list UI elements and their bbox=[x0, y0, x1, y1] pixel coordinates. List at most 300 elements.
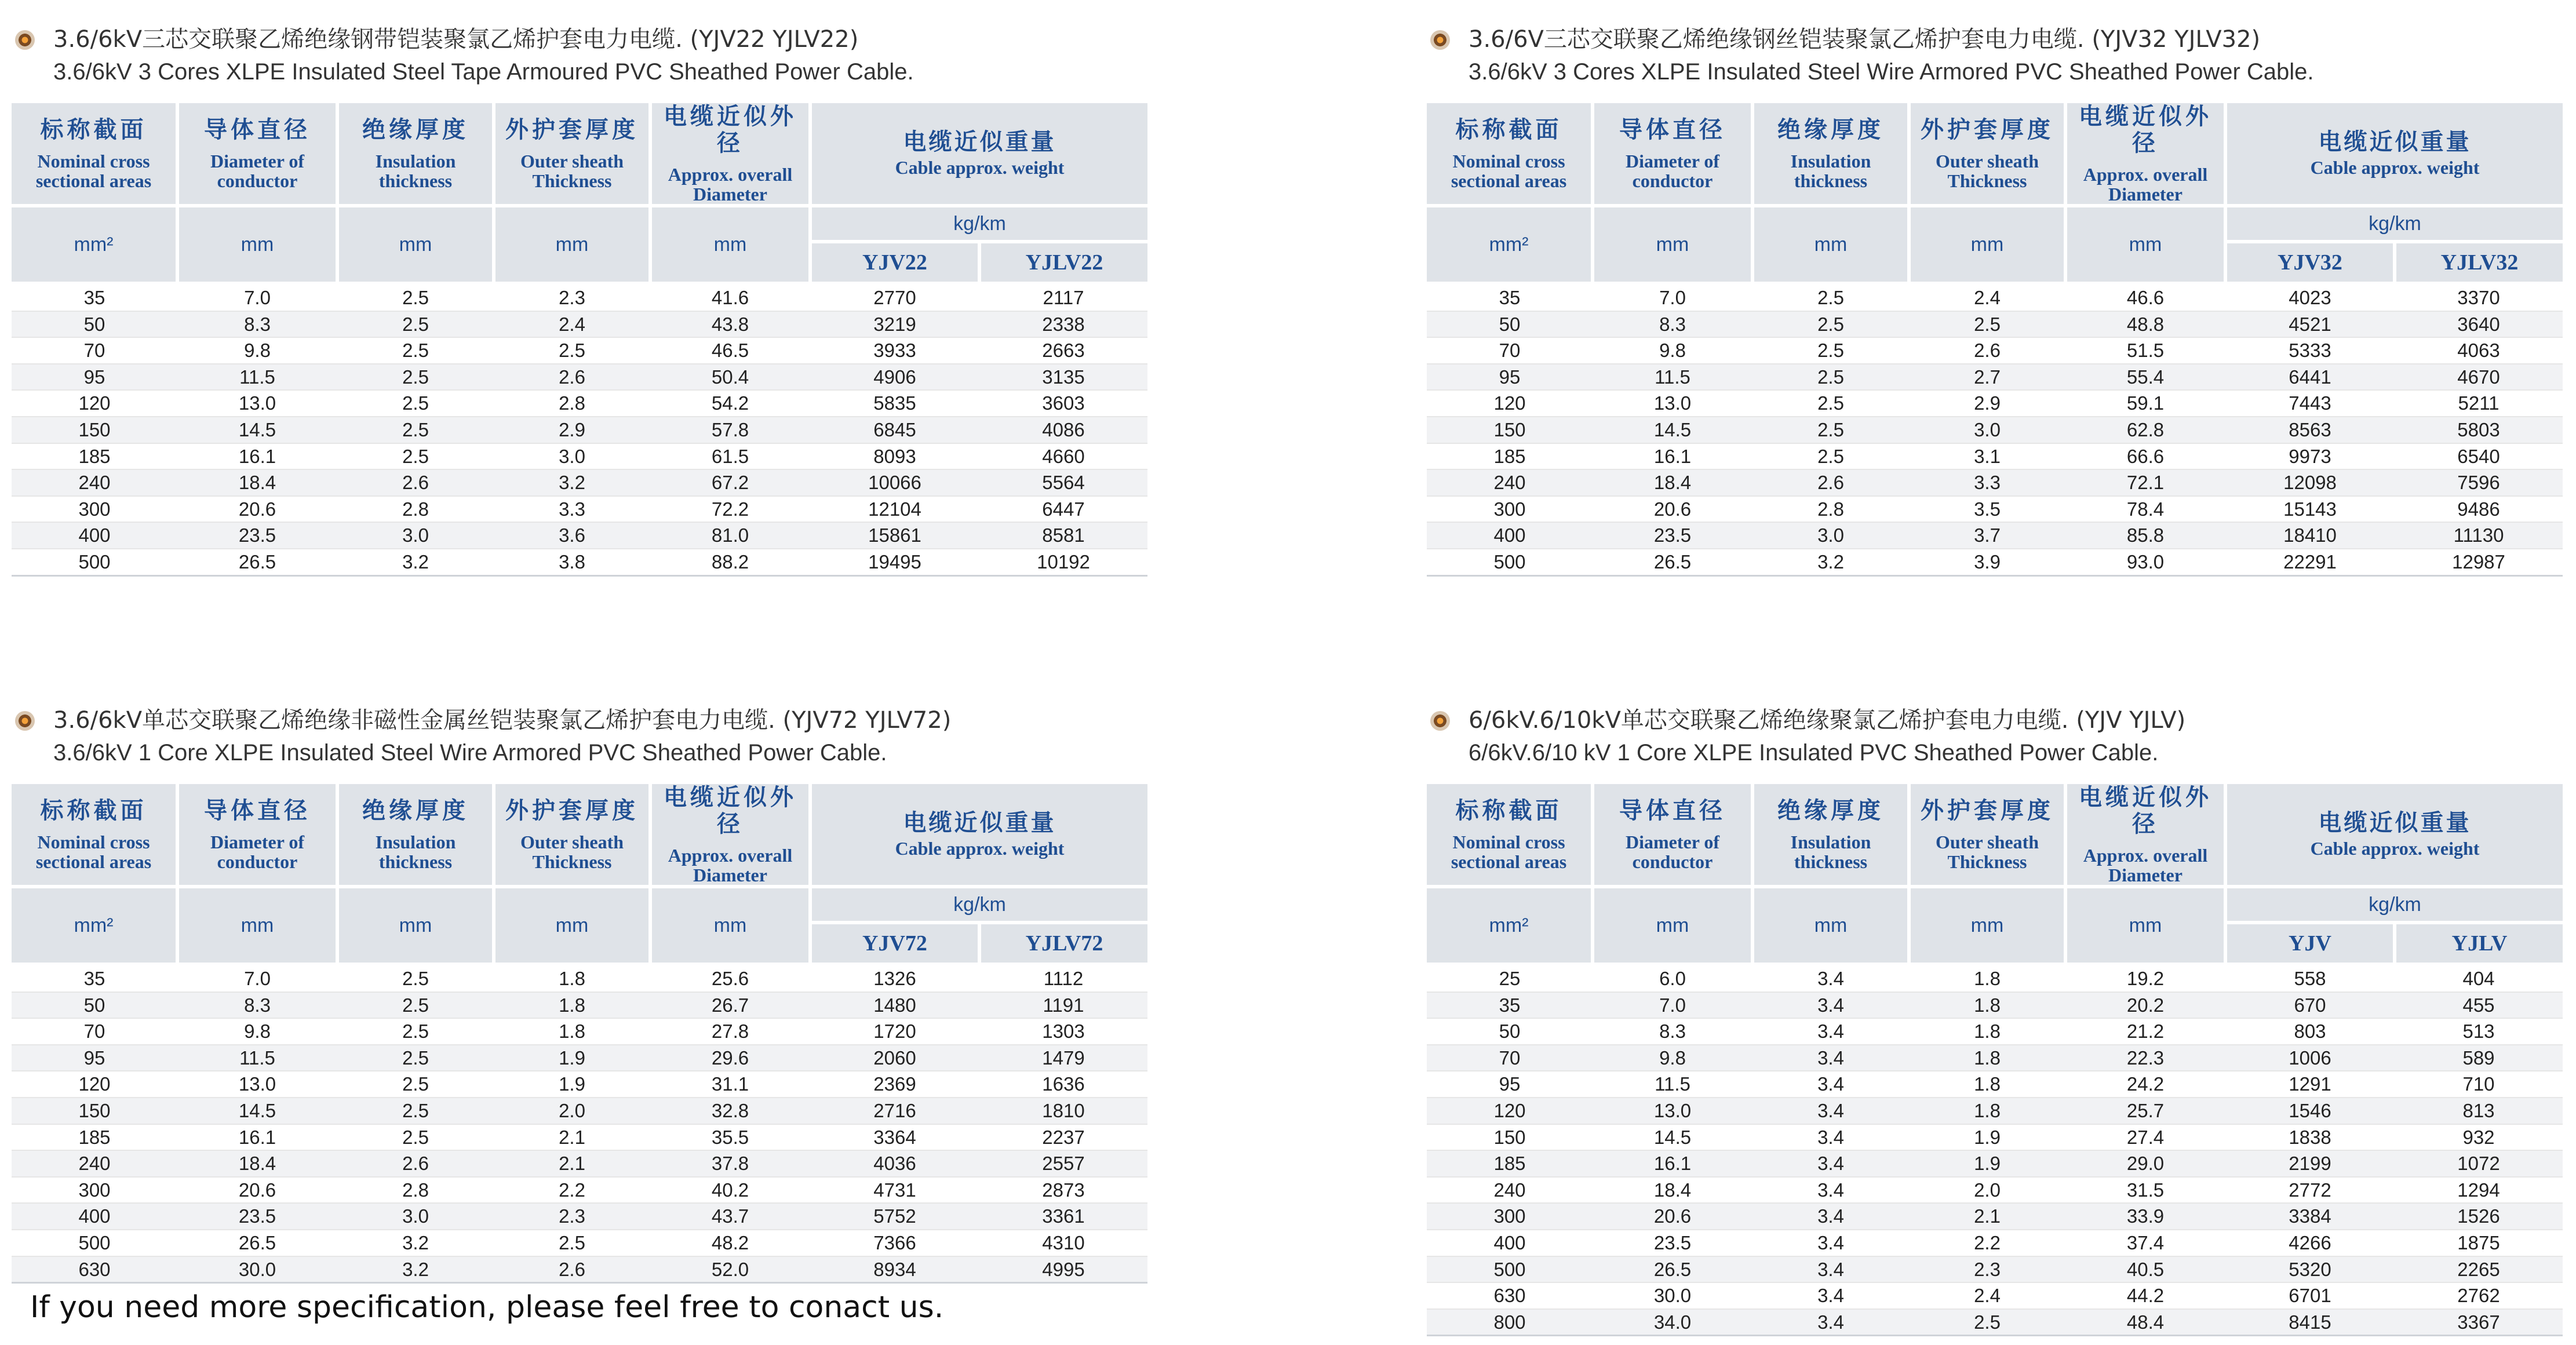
model-2: YJLV22 bbox=[979, 242, 1147, 283]
table-cell: 1838 bbox=[2225, 1124, 2395, 1151]
table-cell: 70 bbox=[1427, 1045, 1593, 1071]
header-diameter: 导体直径 Diameter of conductor bbox=[177, 784, 337, 887]
table-cell: 1.9 bbox=[494, 1071, 650, 1098]
title-english: 6/6kV.6/10 kV 1 Core XLPE Insulated PVC Sheathed Power Cable. bbox=[1469, 740, 2159, 766]
table-cell: 4906 bbox=[810, 364, 979, 391]
table-cell: 26.5 bbox=[177, 549, 337, 575]
table-cell: 2.5 bbox=[337, 311, 494, 338]
model-2: YJLV bbox=[2395, 923, 2563, 964]
table-cell: 2.2 bbox=[1909, 1230, 2065, 1256]
table-cell: 21.2 bbox=[2065, 1018, 2225, 1045]
table-cell: 44.2 bbox=[2065, 1282, 2225, 1309]
table-cell: 20.6 bbox=[1593, 1203, 1752, 1230]
table-cell: 2237 bbox=[979, 1124, 1147, 1151]
table-cell: 2.1 bbox=[494, 1124, 650, 1151]
table-cell: 8.3 bbox=[1593, 311, 1752, 338]
table-cell: 50.4 bbox=[650, 364, 810, 391]
table-cell: 1.8 bbox=[1909, 1018, 2065, 1045]
table-cell: 9.8 bbox=[1593, 1045, 1752, 1071]
unit-area: mm² bbox=[1427, 887, 1593, 964]
table-cell: 3603 bbox=[979, 390, 1147, 417]
table-cell: 23.5 bbox=[1593, 1230, 1752, 1256]
table-cell: 7443 bbox=[2225, 390, 2395, 417]
table-cell: 6.0 bbox=[1593, 964, 1752, 992]
table-cell: 2.5 bbox=[337, 417, 494, 443]
table-cell: 150 bbox=[1427, 1124, 1593, 1151]
table-cell: 95 bbox=[1427, 364, 1593, 391]
table-cell: 2.5 bbox=[494, 1230, 650, 1256]
table-row bbox=[1427, 1282, 2563, 1309]
table-cell: 8093 bbox=[810, 443, 979, 470]
table-cell: 6701 bbox=[2225, 1282, 2395, 1309]
table-row bbox=[1427, 1177, 2563, 1204]
table-cell: 4660 bbox=[979, 443, 1147, 470]
table-cell: 59.1 bbox=[2065, 390, 2225, 417]
table-cell: 3.3 bbox=[494, 496, 650, 523]
table-cell: 3.4 bbox=[1752, 1177, 1909, 1204]
table-cell: 14.5 bbox=[1593, 1124, 1752, 1151]
table-cell: 3.0 bbox=[337, 522, 494, 549]
table-cell: 589 bbox=[2395, 1045, 2563, 1071]
table-cell: 1.9 bbox=[494, 1045, 650, 1071]
table-cell: 300 bbox=[1427, 496, 1593, 523]
unit-insulation: mm bbox=[337, 206, 494, 283]
table-cell: 558 bbox=[2225, 964, 2395, 992]
unit-area: mm² bbox=[12, 206, 177, 283]
table-cell: 4063 bbox=[2395, 337, 2563, 364]
table-cell: 4521 bbox=[2225, 311, 2395, 338]
table-section bbox=[12, 704, 1147, 1284]
table-cell: 13.0 bbox=[1593, 390, 1752, 417]
table-cell: 2.5 bbox=[337, 1124, 494, 1151]
title-chinese: 3.6/6kV单芯交联聚乙烯绝缘非磁性金属丝铠装聚氯乙烯护套电力电缆. (YJV72 YJLV72) bbox=[53, 707, 952, 734]
table-cell: 48.2 bbox=[650, 1230, 810, 1256]
table-cell: 300 bbox=[12, 496, 177, 523]
section-title bbox=[1427, 23, 2563, 103]
table-cell: 1006 bbox=[2225, 1045, 2395, 1071]
table-cell: 14.5 bbox=[1593, 417, 1752, 443]
table-cell: 8934 bbox=[810, 1256, 979, 1283]
table-row bbox=[1427, 1045, 2563, 1071]
table-row bbox=[1427, 1203, 2563, 1230]
table-cell: 150 bbox=[1427, 417, 1593, 443]
table-row bbox=[1427, 1230, 2563, 1256]
bullet-icon bbox=[15, 30, 35, 50]
table-cell: 51.5 bbox=[2065, 337, 2225, 364]
table-row bbox=[12, 964, 1147, 992]
table-cell: 3640 bbox=[2395, 311, 2563, 338]
header-area: 标称截面 Nominal cross sectional areas bbox=[12, 784, 177, 887]
table-cell: 81.0 bbox=[650, 522, 810, 549]
table-cell: 11.5 bbox=[1593, 364, 1752, 391]
bullet-icon bbox=[1430, 711, 1450, 731]
spec-table bbox=[12, 784, 1147, 1284]
title-english: 3.6/6kV 3 Cores XLPE Insulated Steel Tape Armoured PVC Sheathed Power Cable. bbox=[53, 59, 914, 85]
table-cell: 2.5 bbox=[1752, 390, 1909, 417]
table-cell: 6447 bbox=[979, 496, 1147, 523]
table-cell: 13.0 bbox=[177, 390, 337, 417]
header-overall: 电缆近似外径 Approx. overall Diameter bbox=[2065, 784, 2225, 887]
table-cell: 35 bbox=[1427, 992, 1593, 1019]
table-cell: 2060 bbox=[810, 1045, 979, 1071]
table-cell: 26.7 bbox=[650, 992, 810, 1019]
table-row bbox=[12, 1150, 1147, 1177]
table-cell: 3.8 bbox=[494, 549, 650, 575]
table-cell: 4995 bbox=[979, 1256, 1147, 1283]
table-cell: 3135 bbox=[979, 364, 1147, 391]
table-cell: 2.1 bbox=[1909, 1203, 2065, 1230]
table-cell: 30.0 bbox=[1593, 1282, 1752, 1309]
table-cell: 1.9 bbox=[1909, 1150, 2065, 1177]
table-cell: 95 bbox=[1427, 1071, 1593, 1098]
table-cell: 13.0 bbox=[177, 1071, 337, 1098]
table-cell: 4310 bbox=[979, 1230, 1147, 1256]
table-cell: 7.0 bbox=[177, 283, 337, 311]
table-cell: 2.5 bbox=[337, 283, 494, 311]
model-1: YJV32 bbox=[2225, 242, 2395, 283]
table-cell: 55.4 bbox=[2065, 364, 2225, 391]
table-cell: 11.5 bbox=[1593, 1071, 1752, 1098]
table-row bbox=[12, 1124, 1147, 1151]
table-cell: 240 bbox=[1427, 1177, 1593, 1204]
table-row bbox=[1427, 992, 2563, 1019]
table-cell: 1636 bbox=[979, 1071, 1147, 1098]
table-cell: 41.6 bbox=[650, 283, 810, 311]
table-cell: 813 bbox=[2395, 1098, 2563, 1124]
table-cell: 2.2 bbox=[494, 1177, 650, 1204]
table-cell: 18.4 bbox=[1593, 469, 1752, 496]
table-cell: 1480 bbox=[810, 992, 979, 1019]
table-row bbox=[1427, 496, 2563, 523]
table-cell: 1720 bbox=[810, 1018, 979, 1045]
table-cell: 3.4 bbox=[1752, 1282, 1909, 1309]
table-cell: 185 bbox=[1427, 1150, 1593, 1177]
unit-overall: mm bbox=[650, 887, 810, 964]
bullet-icon bbox=[15, 711, 35, 731]
table-cell: 240 bbox=[1427, 469, 1593, 496]
table-cell: 34.0 bbox=[1593, 1309, 1752, 1336]
table-row bbox=[1427, 1124, 2563, 1151]
table-cell: 1.8 bbox=[1909, 1045, 2065, 1071]
model-1: YJV72 bbox=[810, 923, 979, 964]
unit-weight: kg/km bbox=[2225, 206, 2563, 242]
table-row bbox=[12, 390, 1147, 417]
table-cell: 2.1 bbox=[494, 1150, 650, 1177]
table-cell: 2.5 bbox=[337, 964, 494, 992]
table-cell: 2.6 bbox=[494, 364, 650, 391]
table-cell: 20.6 bbox=[177, 1177, 337, 1204]
table-cell: 6540 bbox=[2395, 443, 2563, 470]
table-cell: 1191 bbox=[979, 992, 1147, 1019]
table-cell: 2.6 bbox=[494, 1256, 650, 1283]
table-cell: 46.5 bbox=[650, 337, 810, 364]
table-cell: 70 bbox=[12, 337, 177, 364]
table-cell: 5564 bbox=[979, 469, 1147, 496]
table-cell: 16.1 bbox=[177, 1124, 337, 1151]
table-cell: 3.4 bbox=[1752, 1256, 1909, 1283]
table-cell: 2.6 bbox=[1909, 337, 2065, 364]
table-cell: 14.5 bbox=[177, 1098, 337, 1124]
table-cell: 9.8 bbox=[177, 337, 337, 364]
footer-note: If you need more specification, please feel free to conact us. bbox=[30, 1290, 944, 1325]
header-sheath: 外护套厚度 Outer sheath Thickness bbox=[494, 103, 650, 206]
table-row bbox=[1427, 469, 2563, 496]
table-cell: 35 bbox=[12, 964, 177, 992]
table-cell: 1.8 bbox=[1909, 964, 2065, 992]
table-cell: 240 bbox=[12, 1150, 177, 1177]
table-cell: 9973 bbox=[2225, 443, 2395, 470]
unit-weight: kg/km bbox=[2225, 887, 2563, 923]
table-cell: 25.6 bbox=[650, 964, 810, 992]
header-sheath: 外护套厚度 Outer sheath Thickness bbox=[1909, 103, 2065, 206]
header-insulation: 绝缘厚度 Insulation thickness bbox=[337, 103, 494, 206]
table-cell: 3.0 bbox=[494, 443, 650, 470]
table-cell: 27.8 bbox=[650, 1018, 810, 1045]
table-cell: 2716 bbox=[810, 1098, 979, 1124]
table-cell: 1326 bbox=[810, 964, 979, 992]
header-area: 标称截面 Nominal cross sectional areas bbox=[12, 103, 177, 206]
table-cell: 26.5 bbox=[1593, 549, 1752, 575]
table-row bbox=[1427, 549, 2563, 575]
table-cell: 2338 bbox=[979, 311, 1147, 338]
table-cell: 35 bbox=[1427, 283, 1593, 311]
table-cell: 11.5 bbox=[177, 364, 337, 391]
title-english: 3.6/6kV 1 Core XLPE Insulated Steel Wire Armored PVC Sheathed Power Cable. bbox=[53, 740, 887, 766]
table-cell: 1.8 bbox=[1909, 992, 2065, 1019]
table-cell: 2.9 bbox=[1909, 390, 2065, 417]
table-cell: 1.8 bbox=[1909, 1098, 2065, 1124]
table-cell: 2.5 bbox=[337, 390, 494, 417]
table-cell: 1526 bbox=[2395, 1203, 2563, 1230]
table-cell: 5803 bbox=[2395, 417, 2563, 443]
table-cell: 78.4 bbox=[2065, 496, 2225, 523]
table-cell: 1072 bbox=[2395, 1150, 2563, 1177]
header-insulation: 绝缘厚度 Insulation thickness bbox=[1752, 784, 1909, 887]
table-cell: 3.2 bbox=[337, 1256, 494, 1283]
table-cell: 32.8 bbox=[650, 1098, 810, 1124]
table-cell: 48.4 bbox=[2065, 1309, 2225, 1336]
table-cell: 52.0 bbox=[650, 1256, 810, 1283]
header-sheath: 外护套厚度 Outer sheath Thickness bbox=[494, 784, 650, 887]
table-cell: 2265 bbox=[2395, 1256, 2563, 1283]
table-cell: 630 bbox=[1427, 1282, 1593, 1309]
table-cell: 33.9 bbox=[2065, 1203, 2225, 1230]
table-cell: 185 bbox=[1427, 443, 1593, 470]
table-cell: 2.7 bbox=[1909, 364, 2065, 391]
table-cell: 40.2 bbox=[650, 1177, 810, 1204]
table-row bbox=[12, 549, 1147, 575]
table-cell: 9486 bbox=[2395, 496, 2563, 523]
table-cell: 61.5 bbox=[650, 443, 810, 470]
table-row bbox=[12, 1230, 1147, 1256]
table-cell: 7596 bbox=[2395, 469, 2563, 496]
table-cell: 95 bbox=[12, 364, 177, 391]
table-cell: 2.8 bbox=[494, 390, 650, 417]
table-cell: 50 bbox=[12, 992, 177, 1019]
unit-overall: mm bbox=[2065, 887, 2225, 964]
table-row bbox=[12, 443, 1147, 470]
table-cell: 22.3 bbox=[2065, 1045, 2225, 1071]
table-cell: 62.8 bbox=[2065, 417, 2225, 443]
table-cell: 3.4 bbox=[1752, 1045, 1909, 1071]
table-cell: 500 bbox=[1427, 549, 1593, 575]
table-cell: 710 bbox=[2395, 1071, 2563, 1098]
table-cell: 4266 bbox=[2225, 1230, 2395, 1256]
header-area: 标称截面 Nominal cross sectional areas bbox=[1427, 784, 1593, 887]
table-cell: 3370 bbox=[2395, 283, 2563, 311]
table-cell: 150 bbox=[12, 1098, 177, 1124]
table-cell: 8.3 bbox=[177, 311, 337, 338]
section-title bbox=[1427, 704, 2563, 784]
table-cell: 2.5 bbox=[1752, 443, 1909, 470]
table-cell: 1.8 bbox=[494, 992, 650, 1019]
table-row bbox=[12, 1256, 1147, 1283]
title-english: 3.6/6kV 3 Cores XLPE Insulated Steel Wire Armored PVC Sheathed Power Cable. bbox=[1469, 59, 2314, 85]
table-cell: 400 bbox=[1427, 522, 1593, 549]
table-cell: 18.4 bbox=[177, 1150, 337, 1177]
table-cell: 2663 bbox=[979, 337, 1147, 364]
table-cell: 2.9 bbox=[494, 417, 650, 443]
table-cell: 3.1 bbox=[1909, 443, 2065, 470]
unit-area: mm² bbox=[1427, 206, 1593, 283]
table-cell: 72.2 bbox=[650, 496, 810, 523]
table-cell: 7.0 bbox=[177, 964, 337, 992]
table-row bbox=[1427, 1256, 2563, 1283]
model-1: YJV bbox=[2225, 923, 2395, 964]
table-cell: 16.1 bbox=[1593, 443, 1752, 470]
table-cell: 18.4 bbox=[177, 469, 337, 496]
table-cell: 3.2 bbox=[1752, 549, 1909, 575]
table-row bbox=[12, 311, 1147, 338]
unit-diameter: mm bbox=[177, 206, 337, 283]
section-title bbox=[12, 704, 1147, 784]
table-cell: 3.0 bbox=[337, 1203, 494, 1230]
header-diameter: 导体直径 Diameter of conductor bbox=[1593, 784, 1752, 887]
table-cell: 23.5 bbox=[1593, 522, 1752, 549]
table-cell: 43.8 bbox=[650, 311, 810, 338]
unit-insulation: mm bbox=[1752, 206, 1909, 283]
header-insulation: 绝缘厚度 Insulation thickness bbox=[1752, 103, 1909, 206]
table-cell: 57.8 bbox=[650, 417, 810, 443]
table-cell: 2.5 bbox=[1909, 311, 2065, 338]
table-cell: 3.4 bbox=[1752, 1150, 1909, 1177]
table-cell: 16.1 bbox=[1593, 1150, 1752, 1177]
table-cell: 24.2 bbox=[2065, 1071, 2225, 1098]
table-cell: 72.1 bbox=[2065, 469, 2225, 496]
table-cell: 8.3 bbox=[1593, 1018, 1752, 1045]
table-cell: 9.8 bbox=[1593, 337, 1752, 364]
table-cell: 23.5 bbox=[177, 522, 337, 549]
table-cell: 3.2 bbox=[494, 469, 650, 496]
table-cell: 932 bbox=[2395, 1124, 2563, 1151]
table-cell: 3364 bbox=[810, 1124, 979, 1151]
table-cell: 1291 bbox=[2225, 1071, 2395, 1098]
model-2: YJLV32 bbox=[2395, 242, 2563, 283]
table-cell: 4086 bbox=[979, 417, 1147, 443]
table-cell: 30.0 bbox=[177, 1256, 337, 1283]
table-cell: 2.8 bbox=[337, 496, 494, 523]
table-row bbox=[1427, 283, 2563, 311]
table-cell: 8581 bbox=[979, 522, 1147, 549]
title-chinese: 3.6/6kV三芯交联聚乙烯绝缘钢带铠装聚氯乙烯护套电力电缆. (YJV22 YJLV22) bbox=[53, 26, 859, 53]
table-cell: 15861 bbox=[810, 522, 979, 549]
header-sheath: 外护套厚度 Outer sheath Thickness bbox=[1909, 784, 2065, 887]
table-cell: 3.0 bbox=[1752, 522, 1909, 549]
unit-diameter: mm bbox=[1593, 206, 1752, 283]
table-cell: 18.4 bbox=[1593, 1177, 1752, 1204]
table-row bbox=[12, 1203, 1147, 1230]
table-cell: 3.2 bbox=[337, 549, 494, 575]
table-cell: 300 bbox=[12, 1177, 177, 1204]
table-cell: 800 bbox=[1427, 1309, 1593, 1336]
table-cell: 2.0 bbox=[494, 1098, 650, 1124]
table-cell: 35.5 bbox=[650, 1124, 810, 1151]
table-cell: 67.2 bbox=[650, 469, 810, 496]
table-cell: 12104 bbox=[810, 496, 979, 523]
table-row bbox=[1427, 364, 2563, 391]
table-cell: 4731 bbox=[810, 1177, 979, 1204]
table-row bbox=[12, 283, 1147, 311]
table-cell: 40.5 bbox=[2065, 1256, 2225, 1283]
header-overall: 电缆近似外径 Approx. overall Diameter bbox=[2065, 103, 2225, 206]
table-cell: 19.2 bbox=[2065, 964, 2225, 992]
table-section bbox=[1427, 704, 2563, 1336]
table-cell: 3384 bbox=[2225, 1203, 2395, 1230]
table-cell: 670 bbox=[2225, 992, 2395, 1019]
table-cell: 66.6 bbox=[2065, 443, 2225, 470]
table-cell: 2.5 bbox=[337, 337, 494, 364]
table-cell: 3.0 bbox=[1909, 417, 2065, 443]
unit-diameter: mm bbox=[177, 887, 337, 964]
table-cell: 3367 bbox=[2395, 1309, 2563, 1336]
table-cell: 2.5 bbox=[1752, 337, 1909, 364]
table-cell: 10192 bbox=[979, 549, 1147, 575]
table-cell: 240 bbox=[12, 469, 177, 496]
table-cell: 20.6 bbox=[1593, 496, 1752, 523]
table-cell: 2.0 bbox=[1909, 1177, 2065, 1204]
table-cell: 35 bbox=[12, 283, 177, 311]
table-cell: 3.9 bbox=[1909, 549, 2065, 575]
table-cell: 18410 bbox=[2225, 522, 2395, 549]
table-row bbox=[12, 417, 1147, 443]
table-cell: 4023 bbox=[2225, 283, 2395, 311]
table-cell: 400 bbox=[1427, 1230, 1593, 1256]
table-cell: 2.5 bbox=[1752, 283, 1909, 311]
table-cell: 2.5 bbox=[337, 1071, 494, 1098]
table-cell: 16.1 bbox=[177, 443, 337, 470]
table-cell: 2199 bbox=[2225, 1150, 2395, 1177]
table-cell: 3.7 bbox=[1909, 522, 2065, 549]
table-cell: 70 bbox=[1427, 337, 1593, 364]
table-cell: 2.5 bbox=[337, 1045, 494, 1071]
table-cell: 120 bbox=[1427, 1098, 1593, 1124]
table-cell: 12098 bbox=[2225, 469, 2395, 496]
table-cell: 404 bbox=[2395, 964, 2563, 992]
table-cell: 70 bbox=[12, 1018, 177, 1045]
unit-weight: kg/km bbox=[810, 887, 1147, 923]
table-cell: 3.2 bbox=[337, 1230, 494, 1256]
table-cell: 2770 bbox=[810, 283, 979, 311]
table-row bbox=[1427, 337, 2563, 364]
header-weight: 电缆近似重量 Cable approx. weight bbox=[810, 784, 1147, 887]
table-cell: 2.5 bbox=[494, 337, 650, 364]
table-row bbox=[1427, 1018, 2563, 1045]
table-cell: 120 bbox=[12, 1071, 177, 1098]
table-cell: 5752 bbox=[810, 1203, 979, 1230]
table-cell: 500 bbox=[1427, 1256, 1593, 1283]
table-cell: 13.0 bbox=[1593, 1098, 1752, 1124]
header-diameter: 导体直径 Diameter of conductor bbox=[177, 103, 337, 206]
